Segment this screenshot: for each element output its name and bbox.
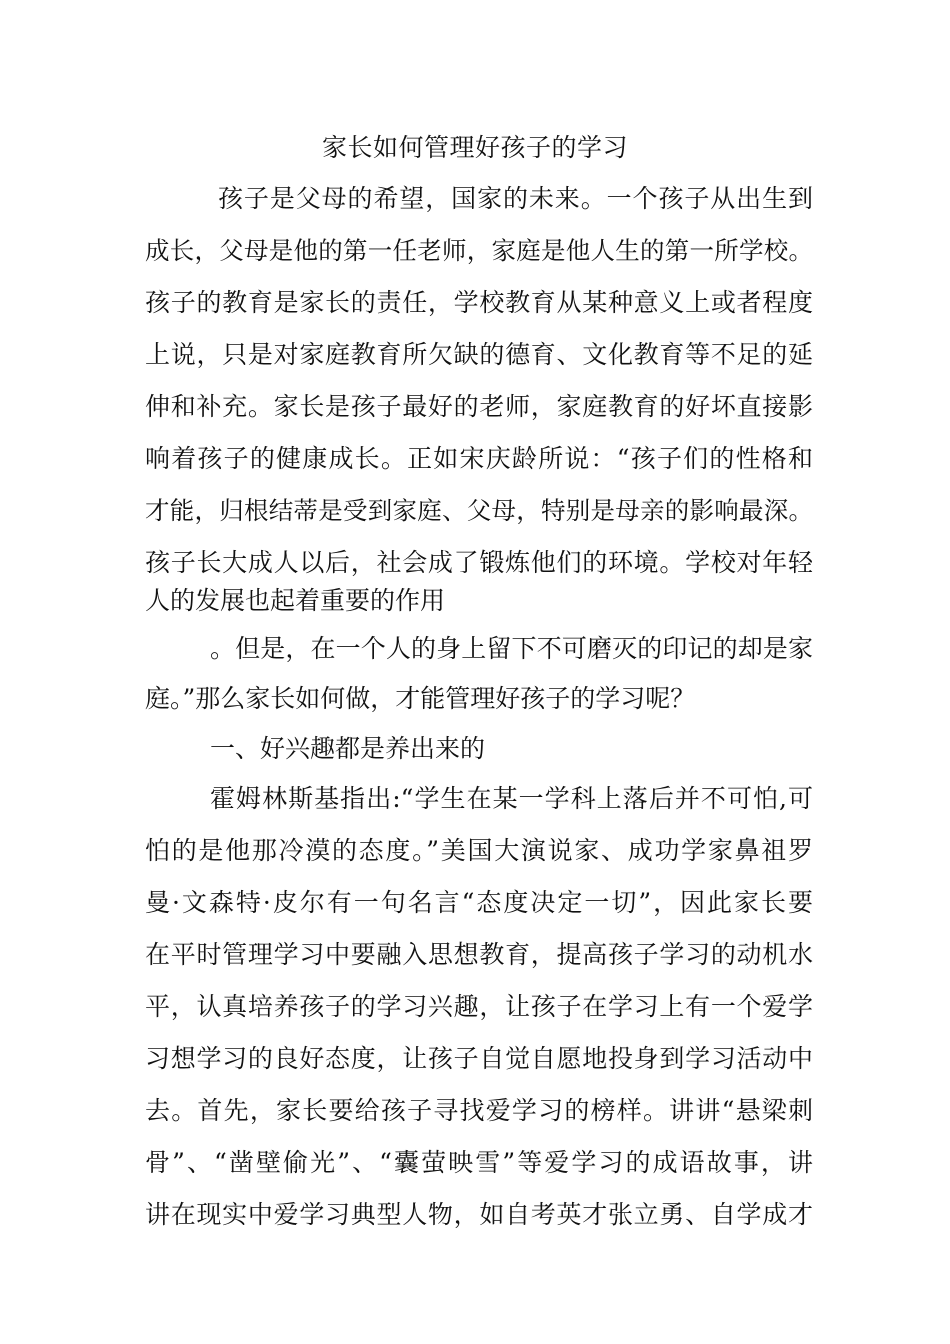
paragraph-line: 响着孩子的健康成长。正如宋庆龄所说：“孩子们的性格和 bbox=[145, 444, 813, 473]
paragraph-line: 伸和补充。家长是孩子最好的老师，家庭教育的好坏直接影 bbox=[145, 392, 813, 421]
paragraph-line: 讲在现实中爱学习典型人物，如自考英才张立勇、自学成才 bbox=[145, 1200, 813, 1229]
paragraph-line: 在平时管理学习中要融入思想教育，提高孩子学习的动机水 bbox=[145, 940, 813, 969]
paragraph-line: 人的发展也起着重要的作用 bbox=[145, 586, 446, 615]
paragraph-line: 庭。”那么家长如何做，才能管理好孩子的学习呢？ bbox=[145, 684, 696, 713]
paragraph-line: 平，认真培养孩子的学习兴趣，让孩子在学习上有一个爱学 bbox=[145, 992, 813, 1021]
paragraph-line: 习想学习的良好态度，让孩子自觉自愿地投身到学习活动中 bbox=[145, 1044, 813, 1073]
paragraph-line: 曼·文森特·皮尔有一句名言“态度决定一切”，因此家长要 bbox=[145, 888, 813, 917]
section-heading: 一、好兴趣都是养出来的 bbox=[210, 734, 486, 763]
paragraph-line: 骨”、“凿壁偷光”、“囊萤映雪”等爱学习的成语故事，讲 bbox=[145, 1148, 813, 1177]
paragraph-line: 成长，父母是他的第一任老师，家庭是他人生的第一所学校。 bbox=[145, 236, 813, 265]
paragraph-line: 孩子长大成人以后，社会成了锻炼他们的环境。学校对年轻 bbox=[145, 548, 813, 577]
paragraph-line: 怕的是他那冷漠的态度。”美国大演说家、成功学家鼻祖罗 bbox=[145, 836, 813, 865]
paragraph-line: 才能，归根结蒂是受到家庭、父母，特别是母亲的影响最深。 bbox=[145, 496, 813, 525]
paragraph-line: 霍姆林斯基指出:“学生在某一学科上落后并不可怕,可 bbox=[210, 784, 813, 813]
document-title: 家长如何管理好孩子的学习 bbox=[321, 133, 628, 162]
paragraph-line: 去。首先，家长要给孩子寻找爱学习的榜样。讲讲“悬梁刺 bbox=[145, 1096, 813, 1125]
paragraph-line: 。但是，在一个人的身上留下不可磨灭的印记的却是家 bbox=[210, 634, 813, 663]
paragraph-line: 孩子的教育是家长的责任，学校教育从某种意义上或者程度 bbox=[145, 288, 813, 317]
paragraph-line: 上说，只是对家庭教育所欠缺的德育、文化教育等不足的延 bbox=[145, 340, 813, 369]
paragraph-line: 孩子是父母的希望，国家的未来。一个孩子从出生到 bbox=[218, 184, 813, 213]
